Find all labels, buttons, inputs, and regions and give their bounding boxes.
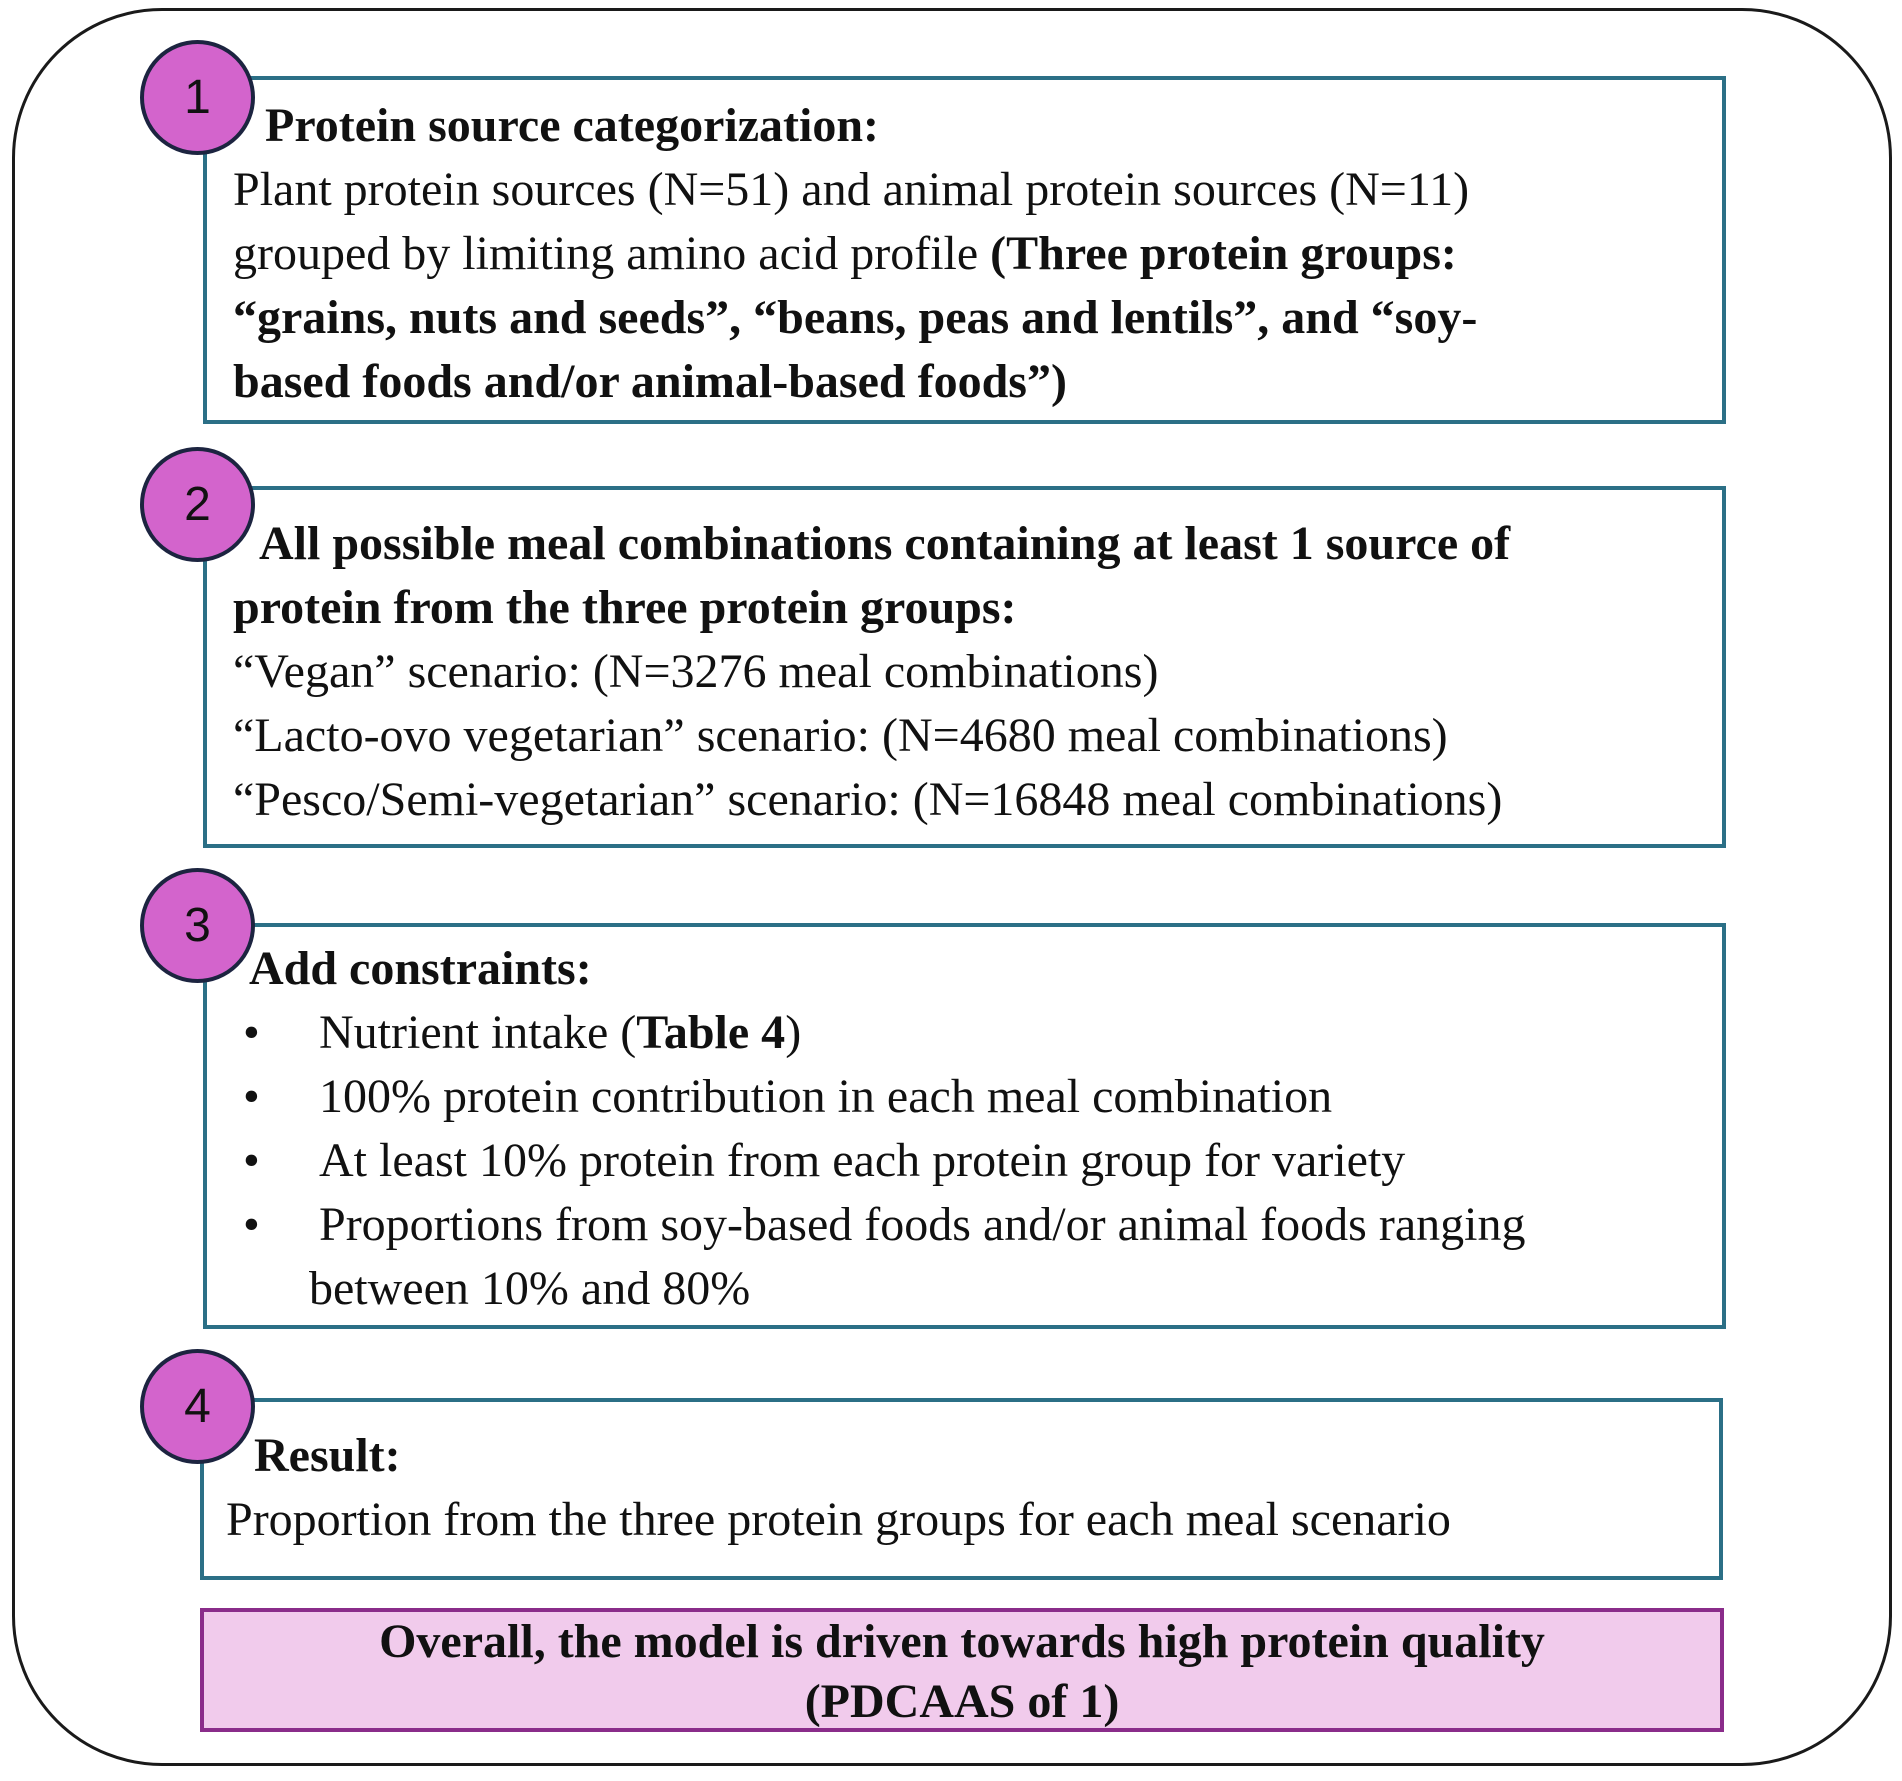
step-1-heading: Protein source categorization: (265, 99, 880, 152)
step-4-box (200, 1398, 1723, 1580)
step-2-box (203, 486, 1726, 848)
step-3-box (203, 923, 1726, 1329)
conclusion-line-1: Overall, the model is driven towards high protein quality (379, 1615, 1545, 1668)
step-1-badge (140, 40, 255, 155)
step-2-badge (140, 447, 255, 562)
step-4-number: 4 (184, 1380, 211, 1433)
step-3-bullet-2: • 100% protein contribution in each meal combination (233, 1065, 1722, 1129)
step-1-line-1: Plant protein sources (N=51) and animal protein sources (N=11) (233, 163, 1470, 216)
step-1-line-2: grouped by limiting amino acid profile (Three protein groups: (233, 227, 1457, 280)
step-3-heading: Add constraints: (249, 942, 592, 995)
step-3-bullet-1: • Nutrient intake (Table 4) (233, 1001, 1722, 1065)
step-2-scenario-lacto-ovo: “Lacto-ovo vegetarian” scenario: (N=4680 meal combinations) (233, 709, 1448, 762)
step-2-heading-line-1: All possible meal combinations containing at least 1 source of (259, 517, 1511, 570)
step-3-bullet-4: • Proportions from soy-based foods and/or animal foods ranging (233, 1193, 1722, 1257)
step-3-bullet-4-continuation: between 10% and 80% (309, 1262, 751, 1315)
bullet-icon: • (243, 1134, 260, 1187)
conclusion-line-2: (PDCAAS of 1) (804, 1675, 1120, 1728)
step-1-box (203, 76, 1726, 424)
step-1-line-3: “grains, nuts and seeds”, “beans, peas and lentils”, and “soy- (233, 291, 1478, 344)
step-2-number: 2 (184, 478, 211, 531)
step-2-scenario-vegan: “Vegan” scenario: (N=3276 meal combinations) (233, 645, 1159, 698)
step-3-bullet-3: • At least 10% protein from each protein group for variety (233, 1129, 1722, 1193)
bullet-icon: • (243, 1006, 260, 1059)
step-4-badge (140, 1349, 255, 1464)
step-4-line-1: Proportion from the three protein groups for each meal scenario (226, 1493, 1451, 1546)
step-2-heading-line-2: protein from the three protein groups: (233, 581, 1017, 634)
bullet-icon: • (243, 1070, 260, 1123)
step-1-number: 1 (184, 71, 211, 124)
bullet-icon: • (243, 1198, 260, 1251)
step-4-heading: Result: (254, 1429, 401, 1482)
conclusion-box (200, 1608, 1724, 1732)
step-2-scenario-pesco: “Pesco/Semi-vegetarian” scenario: (N=16848 meal combinations) (233, 773, 1503, 826)
step-3-badge (140, 868, 255, 983)
step-1-line-4: based foods and/or animal-based foods”) (233, 355, 1067, 408)
step-3-number: 3 (184, 899, 211, 952)
